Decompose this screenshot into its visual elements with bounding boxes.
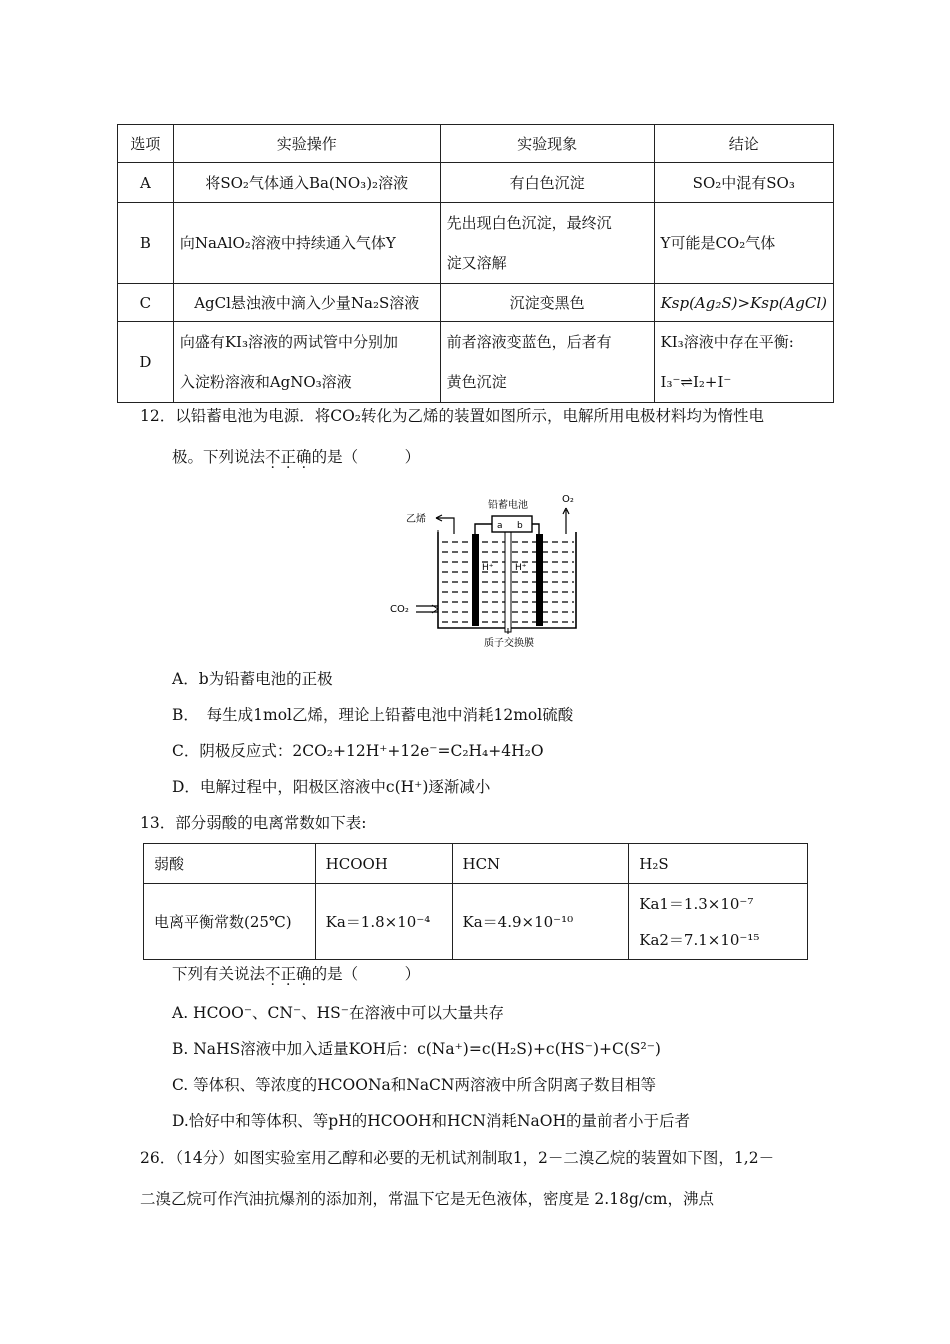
- emphasis-char: 确: [296, 965, 312, 983]
- emphasis-char: 确: [296, 448, 312, 466]
- q26-line1: 26．（14分）如图实验室用乙醇和必要的无机试剂制取1，2－二溴乙烷的装置如下图，1,2－: [140, 1149, 775, 1167]
- hcooh-constant: Ka＝1.8×10⁻⁴: [315, 884, 452, 960]
- proton-membrane: [505, 532, 511, 632]
- row-a-operation: 将SO₂气体通入Ba(NO₃)₂溶液: [173, 163, 440, 203]
- header-conclusion: 结论: [654, 125, 833, 163]
- row-a-option: A: [118, 163, 174, 203]
- table-row: [118, 284, 834, 322]
- q13-option-d: D.恰好中和等体积、等pH的HCOOH和HCN消耗NaOH的量前者小于后者: [172, 1112, 691, 1130]
- q12-option-b: B． 每生成1mol乙烯，理论上铅蓄电池中消耗12mol硫酸: [172, 706, 574, 724]
- row-b-phenomenon-line1: 先出现白色沉淀，最终沉: [446, 214, 612, 232]
- hplus-right-label: H⁺: [515, 563, 527, 573]
- table-header-row: [144, 844, 808, 884]
- h2s-ka2: Ka2＝7.1×10⁻¹⁵: [639, 930, 760, 949]
- row-d-phenomenon: [440, 322, 654, 403]
- q12-option-c: C．阴极反应式：2CO₂+12H⁺+12e⁻=C₂H₄+4H₂O: [172, 742, 544, 760]
- q12-option-a: A．b为铅蓄电池的正极: [172, 670, 333, 688]
- row-d-conclusion: [654, 322, 833, 403]
- row-a-phenomenon: 有白色沉淀: [440, 163, 654, 203]
- emphasis-char: 正: [280, 965, 297, 983]
- right-electrode: [536, 534, 543, 626]
- header-weak-acid: 弱酸: [144, 844, 316, 884]
- header-hcn: HCN: [452, 844, 629, 884]
- header-hcooh: HCOOH: [315, 844, 452, 884]
- table-row: [118, 322, 834, 403]
- hcn-constant: Ka＝4.9×10⁻¹⁰: [452, 884, 629, 960]
- table-row: [118, 203, 834, 284]
- terminal-b-label: b: [517, 521, 523, 531]
- row-b-phenomenon-line2: 淀又溶解: [446, 254, 507, 272]
- left-electrode: [472, 534, 479, 626]
- q26-line2: 二溴乙烷可作汽油抗爆剂的添加剂，常温下它是无色液体，密度是 2.18g/cm，沸点: [140, 1190, 714, 1208]
- row-d-phenomenon-line2: 黄色沉淀: [446, 373, 507, 391]
- constant-label: 电离平衡常数(25℃): [144, 884, 316, 960]
- co2-label: CO₂: [390, 604, 409, 615]
- q13-prompt-tail: 的是（ ）: [311, 965, 421, 983]
- row-b-operation: 向NaAlO₂溶液中持续通入气体Y: [173, 203, 440, 284]
- row-c-operation: AgCl悬浊液中滴入少量Na₂S溶液: [173, 284, 440, 322]
- table-header-row: [118, 125, 834, 163]
- q12-stem-line2: [172, 445, 420, 467]
- q13-option-c: C. 等体积、等浓度的HCOONa和NaCN两溶液中所含阴离子数目相等: [172, 1076, 656, 1094]
- row-d-phenomenon-line1: 前者溶液变蓝色，后者有: [446, 333, 612, 351]
- q13-option-b: B. NaHS溶液中加入适量KOH后：c(Na⁺)=c(H₂S)+c(HS⁻)+C(S²⁻): [172, 1040, 661, 1058]
- experiment-table: [117, 124, 834, 403]
- row-d-operation-line1: 向盛有KI₃溶液的两试管中分别加: [179, 333, 398, 351]
- emphasis-char: 正: [280, 448, 297, 466]
- emphasis-char: 不: [265, 965, 281, 983]
- acid-constant-table: [143, 843, 808, 960]
- header-option: 选项: [118, 125, 174, 163]
- terminal-a-label: a: [497, 521, 503, 531]
- h2s-ka1: Ka1＝1.3×10⁻⁷: [639, 894, 754, 913]
- battery-label: 铅蓄电池: [488, 500, 528, 511]
- q13-prompt-text: 下列有关说法: [172, 965, 266, 983]
- q12-option-d: D．电解过程中，阳极区溶液中c(H⁺)逐渐减小: [172, 778, 491, 796]
- q12-stem-tail: 的是（ ）: [311, 448, 421, 466]
- row-d-operation-line2: 入淀粉溶液和AgNO₃溶液: [179, 373, 352, 391]
- table-row: [118, 163, 834, 203]
- row-c-option: C: [118, 284, 174, 322]
- row-c-conclusion: Ksp(Ag₂S)>Ksp(AgCl): [654, 284, 833, 322]
- header-h2s: H₂S: [629, 844, 808, 884]
- q12-stem-text: 极。下列说法: [172, 448, 266, 466]
- row-c-phenomenon: 沉淀变黑色: [440, 284, 654, 322]
- q13-option-a: A. HCOO⁻、CN⁻、HS⁻在溶液中可以大量共存: [172, 1004, 504, 1022]
- q13-stem: 13．部分弱酸的电离常数如下表:: [140, 814, 367, 832]
- electrolysis-diagram: [376, 488, 586, 650]
- ethylene-pipe: [436, 518, 454, 534]
- row-b-option: B: [118, 203, 174, 284]
- table-row: [144, 884, 808, 960]
- h2s-constants: [629, 884, 808, 960]
- hplus-left-label: H⁺: [482, 563, 494, 573]
- q12-stem-line1: 12．以铅蓄电池为电源．将CO₂转化为乙烯的装置如图所示，电解所用电极材料均为惰性电: [140, 407, 765, 425]
- row-d-conclusion-line2: I₃⁻⇌I₂+I⁻: [660, 373, 732, 391]
- row-d-conclusion-line1: KI₃溶液中存在平衡:: [660, 333, 794, 351]
- row-d-option: D: [118, 322, 174, 403]
- emphasis-char: 不: [265, 448, 281, 466]
- membrane-label: 质子交换膜: [484, 638, 534, 649]
- q13-prompt: [172, 962, 420, 984]
- header-phenomenon: 实验现象: [440, 125, 654, 163]
- row-a-conclusion: SO₂中混有SO₃: [654, 163, 833, 203]
- ethylene-label: 乙烯: [406, 514, 426, 525]
- o2-label: O₂: [562, 494, 574, 505]
- header-operation: 实验操作: [173, 125, 440, 163]
- row-b-phenomenon: [440, 203, 654, 284]
- row-d-operation: [173, 322, 440, 403]
- row-b-conclusion: Y可能是CO₂气体: [654, 203, 833, 284]
